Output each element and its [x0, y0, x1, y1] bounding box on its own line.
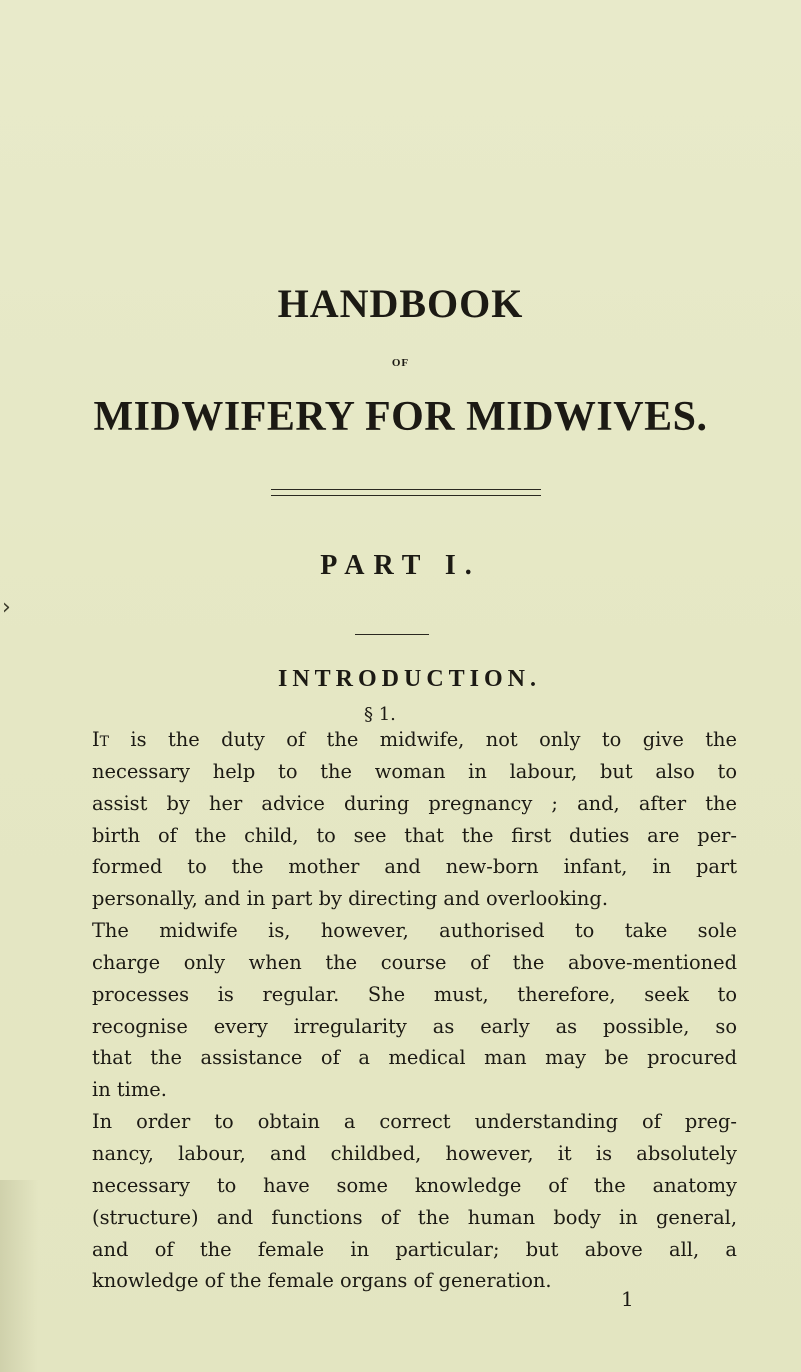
short-rule-divider — [355, 634, 429, 635]
section-number: § 1. — [364, 704, 396, 725]
text-line: It is the duty of the midwife, not only to give the — [92, 728, 737, 751]
text-line: knowledge of the female organs of generation. — [92, 1269, 552, 1293]
double-rule-divider — [271, 489, 541, 496]
text-line: charge only when the course of the above-mentioned — [92, 950, 737, 974]
page-stain — [0, 1180, 38, 1372]
text-line: formed to the mother and new-born infant, in part — [92, 855, 737, 879]
text-line: assist by her advice during pregnancy ; and, after the — [92, 791, 737, 815]
page-number: 1 — [621, 1287, 634, 1311]
text-line: personally, and in part by directing and overlooking. — [92, 887, 608, 911]
part-heading: PART I. — [320, 550, 481, 581]
text-line: recognise every irregularity as early as possible, so — [92, 1014, 737, 1038]
text-line: The midwife is, however, authorised to take sole — [92, 919, 737, 943]
text-line: necessary to have some knowledge of the anatomy — [92, 1173, 737, 1197]
body-text — [92, 724, 737, 1297]
margin-mark: › — [2, 595, 11, 620]
text-line: (structure) and functions of the human body in general, — [92, 1205, 737, 1229]
title-connector: OF — [391, 357, 410, 369]
text-line: necessary help to the woman in labour, but also to — [92, 759, 737, 783]
chapter-heading: INTRODUCTION. — [277, 666, 542, 692]
book-subtitle: MIDWIFERY FOR MIDWIVES. — [93, 394, 708, 440]
text-line: and of the female in particular; but above all, a — [92, 1237, 737, 1261]
book-title: HANDBOOK — [277, 281, 524, 326]
text-line: nancy, labour, and childbed, however, it is absolutely — [92, 1141, 737, 1165]
text-line: birth of the child, to see that the first duties are per- — [92, 823, 737, 847]
text-line: processes is regular. She must, therefore, seek to — [92, 982, 737, 1006]
text-line: in time. — [92, 1078, 167, 1102]
paragraph-opening: It — [92, 728, 109, 751]
text-line: that the assistance of a medical man may be procured — [92, 1046, 737, 1070]
text-line: In order to obtain a correct understanding of preg- — [92, 1110, 737, 1134]
